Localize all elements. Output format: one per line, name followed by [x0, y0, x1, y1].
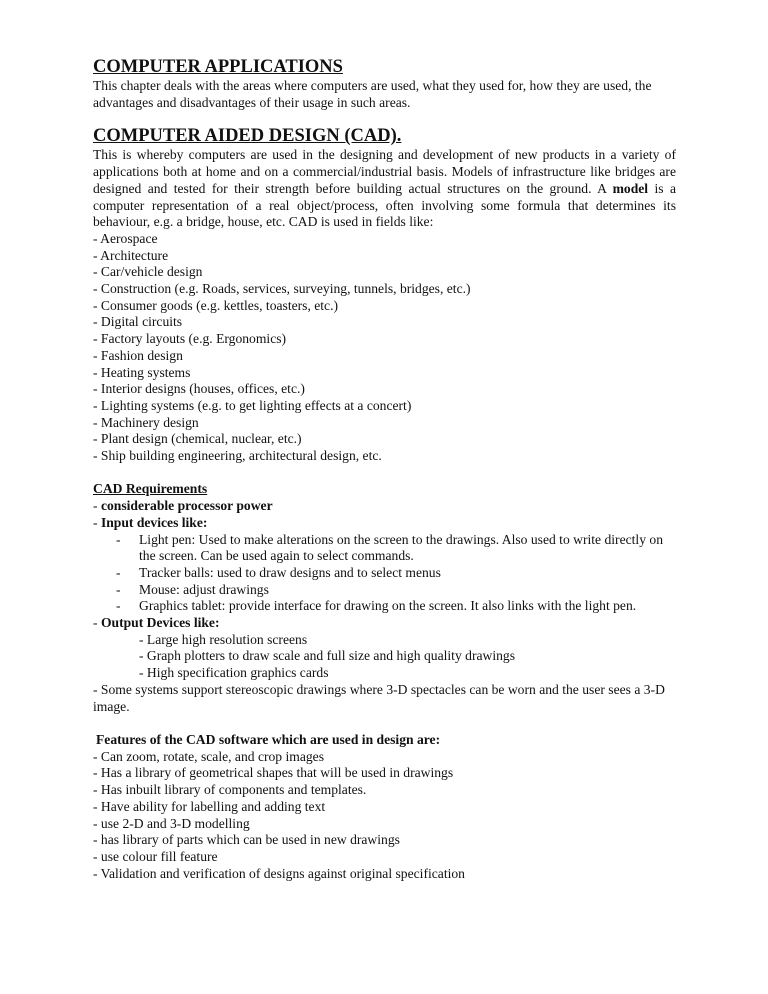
- output-devices-label: Output Devices like:: [100, 615, 220, 631]
- intro-paragraph: This chapter deals with the areas where computers are used, what they used for, how they are used, the advantages and disadvantages of their usage in such areas.: [93, 78, 652, 110]
- spacer: [93, 715, 676, 732]
- cad-requirements-heading: CAD Requirements: [93, 481, 208, 497]
- list-item: [93, 532, 676, 565]
- cad-heading: COMPUTER AIDED DESIGN (CAD).: [93, 126, 402, 147]
- processor-label: considerable processor power: [100, 498, 273, 514]
- list-item: - Fashion design: [93, 347, 183, 363]
- list-item: [93, 598, 676, 615]
- list-item: - Consumer goods (e.g. kettles, toasters, etc.): [93, 297, 339, 313]
- list-item: [93, 565, 676, 582]
- list-item: - Car/vehicle design: [93, 264, 203, 280]
- dash: -: [93, 514, 101, 530]
- cad-fields-list: [93, 231, 676, 465]
- list-item: - Construction (e.g. Roads, services, surveying, tunnels, bridges, etc.): [93, 281, 471, 297]
- cad-paragraph-start: This is whereby computers are used in the designing and development of new products in a variety of applications both at home and on a commercial/industrial basis. Models of infrastructure like bridges are designed and tested for their strength before building actual structures on the ground. A: [93, 147, 676, 196]
- list-item: - has library of parts which can be used in new drawings: [93, 832, 400, 848]
- list-item: - use colour fill feature: [93, 848, 218, 864]
- cad-paragraph-end: is a computer representation of a real object/process, often involving some formula that determines its behaviour, e.g. a bridge, house, etc. CAD is used in fields like:: [93, 180, 676, 230]
- list-item: - Have ability for labelling and adding text: [93, 798, 326, 814]
- processor-requirement: [93, 498, 676, 515]
- list-item: - use 2-D and 3-D modelling: [93, 815, 250, 831]
- list-item: - High specification graphics cards: [139, 665, 329, 681]
- page-title: COMPUTER APPLICATIONS: [93, 57, 343, 77]
- list-item: - Machinery design: [93, 414, 199, 430]
- list-item: - Digital circuits: [93, 314, 183, 330]
- list-item: - Graph plotters to draw scale and full size and high quality drawings: [139, 648, 515, 664]
- input-devices-list: [93, 532, 676, 616]
- list-item: - Has inbuilt library of components and templates.: [93, 782, 367, 798]
- list-item: - Aerospace: [93, 230, 158, 246]
- input-devices-heading: [93, 515, 676, 532]
- stereoscopic-note: - Some systems support stereoscopic drawings where 3-D spectacles can be worn and the user sees a 3-D image.: [93, 681, 665, 714]
- dash: -: [116, 531, 121, 547]
- list-item: - Factory layouts (e.g. Ergonomics): [93, 331, 287, 347]
- dash: -: [116, 564, 121, 580]
- spacer: [93, 465, 676, 482]
- list-item: - Interior designs (houses, offices, etc.): [93, 381, 305, 397]
- input-device-text: Graphics tablet: provide interface for drawing on the screen. It also links with the light pen.: [139, 598, 637, 614]
- list-item: - Validation and verification of designs against original specification: [93, 865, 465, 881]
- list-item: [93, 582, 676, 599]
- dash: -: [93, 615, 101, 631]
- document-page: [93, 56, 676, 882]
- list-item: - Heating systems: [93, 364, 191, 380]
- dash: -: [116, 581, 121, 597]
- dash: -: [93, 498, 101, 514]
- input-device-text: Tracker balls: used to draw designs and to select menus: [139, 564, 441, 580]
- list-item: - Large high resolution screens: [139, 631, 308, 647]
- cad-paragraph: [93, 147, 676, 231]
- features-list: [93, 749, 676, 883]
- input-device-text: Mouse: adjust drawings: [139, 581, 269, 597]
- dash: -: [116, 598, 121, 614]
- list-item: - Can zoom, rotate, scale, and crop images: [93, 748, 325, 764]
- list-item: - Ship building engineering, architectural design, etc.: [93, 448, 382, 464]
- features-heading: Features of the CAD software which are used in design are:: [96, 731, 441, 747]
- input-devices-label: Input devices like:: [100, 514, 208, 530]
- list-item: - Architecture: [93, 247, 169, 263]
- list-item: - Plant design (chemical, nuclear, etc.): [93, 431, 302, 447]
- output-devices-list: [93, 632, 676, 682]
- model-term: model: [612, 180, 649, 196]
- list-item: - Lighting systems (e.g. to get lighting effects at a concert): [93, 397, 412, 413]
- list-item: - Has a library of geometrical shapes that will be used in drawings: [93, 765, 454, 781]
- output-devices-heading: [93, 615, 676, 632]
- input-device-text: Light pen: Used to make alterations on the screen to the drawings. Also used to write directly on the screen. Can be used again to select commands.: [139, 531, 663, 564]
